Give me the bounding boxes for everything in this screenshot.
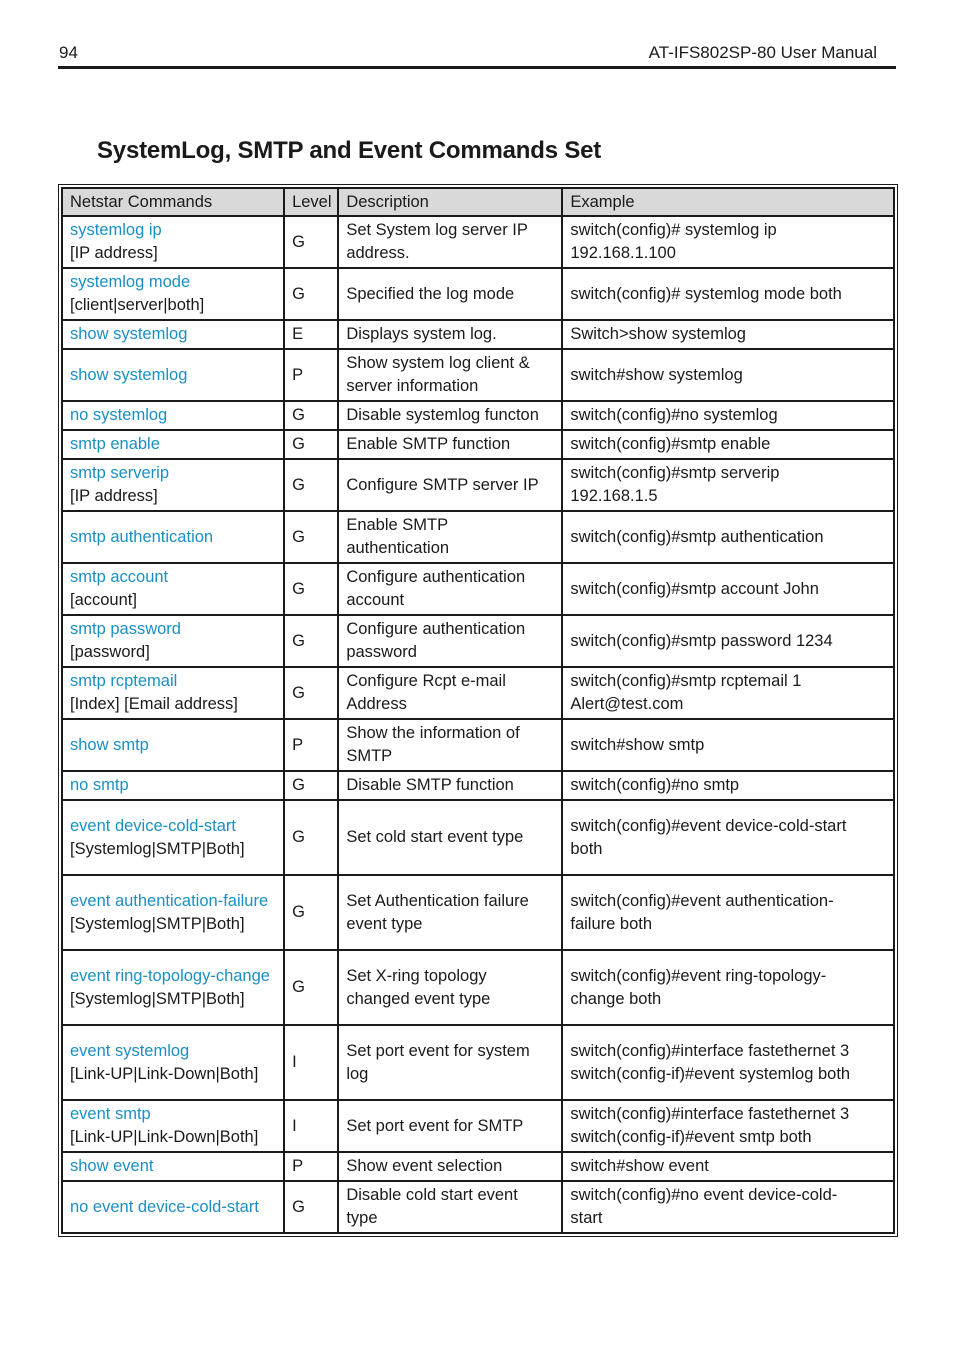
table-row: [62, 1025, 894, 1100]
description-line: Disable cold start event: [346, 1186, 518, 1204]
table-row: [62, 268, 894, 320]
column-header-commands: Netstar Commands: [62, 188, 284, 216]
description-line: Set System log server IP: [346, 221, 528, 239]
description-cell: [338, 615, 562, 667]
level-cell: G: [284, 216, 338, 268]
command-name: no event device-cold-start: [70, 1197, 259, 1216]
example-cell: [562, 800, 894, 875]
level-cell: G: [284, 615, 338, 667]
description-line: Configure authentication: [346, 568, 526, 586]
command-cell: [62, 615, 284, 667]
description-line: Show event selection: [346, 1157, 503, 1175]
table-row: [62, 563, 894, 615]
example-cell: [562, 1152, 894, 1181]
command-name: event smtp: [70, 1105, 151, 1123]
table-row: [62, 320, 894, 349]
example-line: failure both: [570, 914, 653, 933]
command-argument: [IP address]: [70, 244, 158, 262]
level-cell: G: [284, 771, 338, 800]
table-row: [62, 615, 894, 667]
description-line: Specified the log mode: [346, 284, 515, 303]
table-row: [62, 1152, 894, 1181]
table-row: [62, 1100, 894, 1152]
description-line: Set port event for system: [346, 1041, 530, 1060]
example-cell: [562, 320, 894, 349]
command-name: show systemlog: [70, 325, 188, 343]
command-cell: [62, 1181, 284, 1233]
example-line: Alert@test.com: [570, 695, 684, 713]
example-line: switch(config)#no systemlog: [570, 406, 778, 424]
example-line: switch(config)#event device-cold-start: [570, 816, 847, 835]
example-line: switch(config)#smtp rcptemail 1: [570, 672, 802, 690]
table-row: [62, 401, 894, 430]
example-cell: [562, 1025, 894, 1100]
command-cell: [62, 511, 284, 563]
command-argument: [account]: [70, 591, 137, 609]
description-cell: [338, 1100, 562, 1152]
example-cell: [562, 511, 894, 563]
description-line: changed event type: [346, 989, 491, 1008]
table-row: [62, 667, 894, 719]
level-cell: G: [284, 950, 338, 1025]
description-line: server information: [346, 377, 479, 395]
description-line: Set port event for SMTP: [346, 1116, 524, 1135]
command-cell: [62, 268, 284, 320]
level-cell: G: [284, 401, 338, 430]
example-line: switch(config)#smtp serverip: [570, 464, 780, 482]
command-cell: [62, 667, 284, 719]
command-name: systemlog ip: [70, 221, 162, 239]
example-line: switch(config)#interface fastethernet 3: [570, 1041, 850, 1060]
description-cell: [338, 349, 562, 401]
command-name: show event: [70, 1157, 154, 1175]
example-line: switch(config-if)#event systemlog both: [570, 1064, 851, 1083]
description-line: Set X-ring topology: [346, 966, 487, 985]
example-cell: [562, 667, 894, 719]
command-cell: [62, 771, 284, 800]
example-line: start: [570, 1209, 603, 1227]
example-line: 192.168.1.5: [570, 487, 658, 505]
description-cell: [338, 950, 562, 1025]
description-cell: [338, 1181, 562, 1233]
description-line: password: [346, 643, 417, 661]
example-line: switch(config)# systemlog mode both: [570, 284, 842, 303]
description-cell: [338, 459, 562, 511]
level-cell: G: [284, 511, 338, 563]
level-cell: G: [284, 430, 338, 459]
table-row: [62, 216, 894, 268]
command-argument: [IP address]: [70, 487, 158, 505]
table-row: [62, 950, 894, 1025]
command-name: smtp authentication: [70, 527, 214, 546]
level-cell: G: [284, 800, 338, 875]
command-name: systemlog mode: [70, 273, 191, 291]
description-line: Configure SMTP server IP: [346, 475, 539, 494]
example-cell: [562, 950, 894, 1025]
level-cell: G: [284, 268, 338, 320]
description-line: Enable SMTP function: [346, 435, 511, 453]
table-header-row: [62, 188, 894, 216]
example-line: change both: [570, 989, 662, 1008]
command-argument: [Link-UP|Link-Down|Both]: [70, 1128, 259, 1146]
description-line: Show system log client &: [346, 354, 530, 372]
table-row: [62, 459, 894, 511]
command-name: smtp enable: [70, 435, 160, 453]
command-cell: [62, 216, 284, 268]
description-cell: [338, 563, 562, 615]
command-argument: [Systemlog|SMTP|Both]: [70, 989, 245, 1008]
example-cell: [562, 719, 894, 771]
description-line: Disable systemlog functon: [346, 406, 539, 424]
description-line: Show the information of: [346, 724, 520, 742]
table-row: [62, 349, 894, 401]
example-cell: [562, 459, 894, 511]
example-line: switch(config)#smtp password 1234: [570, 631, 833, 650]
table-row: [62, 771, 894, 800]
table-row: [62, 875, 894, 950]
example-cell: [562, 401, 894, 430]
level-cell: P: [284, 1152, 338, 1181]
command-argument: [Link-UP|Link-Down|Both]: [70, 1064, 259, 1083]
description-cell: [338, 1025, 562, 1100]
example-cell: [562, 563, 894, 615]
command-name: smtp rcptemail: [70, 672, 178, 690]
command-name: show smtp: [70, 735, 149, 754]
level-cell: G: [284, 459, 338, 511]
command-cell: [62, 950, 284, 1025]
manual-title: AT-IFS802SP-80 User Manual: [648, 43, 877, 62]
table-row: [62, 511, 894, 563]
example-cell: [562, 875, 894, 950]
command-cell: [62, 459, 284, 511]
command-cell: [62, 349, 284, 401]
command-name: show systemlog: [70, 365, 188, 384]
command-cell: [62, 875, 284, 950]
column-header-level: Level: [284, 188, 338, 216]
example-line: switch(config)# systemlog ip: [570, 221, 777, 239]
description-line: address.: [346, 244, 410, 262]
level-cell: P: [284, 719, 338, 771]
example-cell: [562, 430, 894, 459]
description-line: Address: [346, 695, 407, 713]
commands-table-frame: [58, 184, 898, 1237]
example-cell: [562, 268, 894, 320]
level-cell: G: [284, 875, 338, 950]
description-line: Configure authentication: [346, 620, 526, 638]
command-name: smtp serverip: [70, 464, 170, 482]
level-cell: G: [284, 667, 338, 719]
description-line: authentication: [346, 539, 450, 557]
description-cell: [338, 771, 562, 800]
description-line: Set Authentication failure: [346, 891, 529, 910]
description-cell: [338, 667, 562, 719]
command-name: no systemlog: [70, 406, 168, 424]
level-cell: I: [284, 1025, 338, 1100]
example-cell: [562, 771, 894, 800]
command-cell: [62, 1100, 284, 1152]
command-cell: [62, 401, 284, 430]
command-cell: [62, 1025, 284, 1100]
example-cell: [562, 349, 894, 401]
example-line: both: [570, 839, 603, 858]
command-name: event device-cold-start: [70, 816, 236, 835]
description-cell: [338, 800, 562, 875]
command-name: smtp account: [70, 568, 169, 586]
command-cell: [62, 563, 284, 615]
description-line: Disable SMTP function: [346, 776, 514, 794]
table-row: [62, 430, 894, 459]
command-argument: [Systemlog|SMTP|Both]: [70, 839, 245, 858]
column-header-example: Example: [562, 188, 894, 216]
description-line: account: [346, 591, 405, 609]
command-name: event ring-topology-change: [70, 966, 270, 985]
table-row: [62, 800, 894, 875]
example-line: switch(config)#smtp enable: [570, 435, 771, 453]
command-cell: [62, 719, 284, 771]
description-line: Displays system log.: [346, 325, 497, 343]
level-cell: G: [284, 563, 338, 615]
description-cell: [338, 511, 562, 563]
command-cell: [62, 430, 284, 459]
table-row: [62, 719, 894, 771]
command-cell: [62, 320, 284, 349]
example-line: switch#show systemlog: [570, 365, 743, 384]
description-cell: [338, 1152, 562, 1181]
command-cell: [62, 800, 284, 875]
example-line: switch(config)#event ring-topology-: [570, 966, 827, 985]
level-cell: I: [284, 1100, 338, 1152]
description-line: SMTP: [346, 747, 393, 765]
commands-table: [61, 187, 895, 1234]
example-cell: [562, 615, 894, 667]
example-line: switch(config)#smtp account John: [570, 579, 819, 598]
page-number: 94: [59, 43, 78, 62]
level-cell: G: [284, 1181, 338, 1233]
description-line: Configure Rcpt e-mail: [346, 672, 506, 690]
level-cell: P: [284, 349, 338, 401]
command-name: event authentication-failure: [70, 891, 269, 910]
description-line: type: [346, 1209, 378, 1227]
command-name: smtp password: [70, 620, 181, 638]
description-cell: [338, 719, 562, 771]
description-line: log: [346, 1064, 369, 1083]
description-cell: [338, 216, 562, 268]
command-name: event systemlog: [70, 1041, 190, 1060]
command-argument: [Systemlog|SMTP|Both]: [70, 914, 245, 933]
description-cell: [338, 268, 562, 320]
example-cell: [562, 1100, 894, 1152]
description-cell: [338, 401, 562, 430]
example-line: switch#show event: [570, 1157, 709, 1175]
example-line: switch(config)#smtp authentication: [570, 527, 824, 546]
table-body: [62, 216, 894, 1233]
example-line: switch#show smtp: [570, 735, 705, 754]
example-line: switch(config)#event authentication-: [570, 891, 834, 910]
command-argument: [password]: [70, 643, 150, 661]
example-line: 192.168.1.100: [570, 244, 676, 262]
command-cell: [62, 1152, 284, 1181]
example-line: switch(config-if)#event smtp both: [570, 1128, 812, 1146]
command-argument: [Index] [Email address]: [70, 695, 238, 713]
description-cell: [338, 875, 562, 950]
description-line: Enable SMTP: [346, 516, 449, 534]
description-line: Set cold start event type: [346, 828, 524, 846]
description-line: event type: [346, 914, 423, 933]
table-row: [62, 1181, 894, 1233]
command-name: no smtp: [70, 776, 129, 794]
command-argument: [client|server|both]: [70, 296, 205, 314]
column-header-description: Description: [338, 188, 562, 216]
example-line: Switch>show systemlog: [570, 325, 746, 343]
level-cell: E: [284, 320, 338, 349]
description-cell: [338, 320, 562, 349]
description-cell: [338, 430, 562, 459]
example-cell: [562, 1181, 894, 1233]
example-cell: [562, 216, 894, 268]
header-rule: [58, 66, 896, 69]
section-title: SystemLog, SMTP and Event Commands Set: [97, 137, 602, 164]
example-line: switch(config)#no event device-cold-: [570, 1186, 838, 1204]
example-line: switch(config)#no smtp: [570, 776, 740, 794]
example-line: switch(config)#interface fastethernet 3: [570, 1105, 850, 1123]
